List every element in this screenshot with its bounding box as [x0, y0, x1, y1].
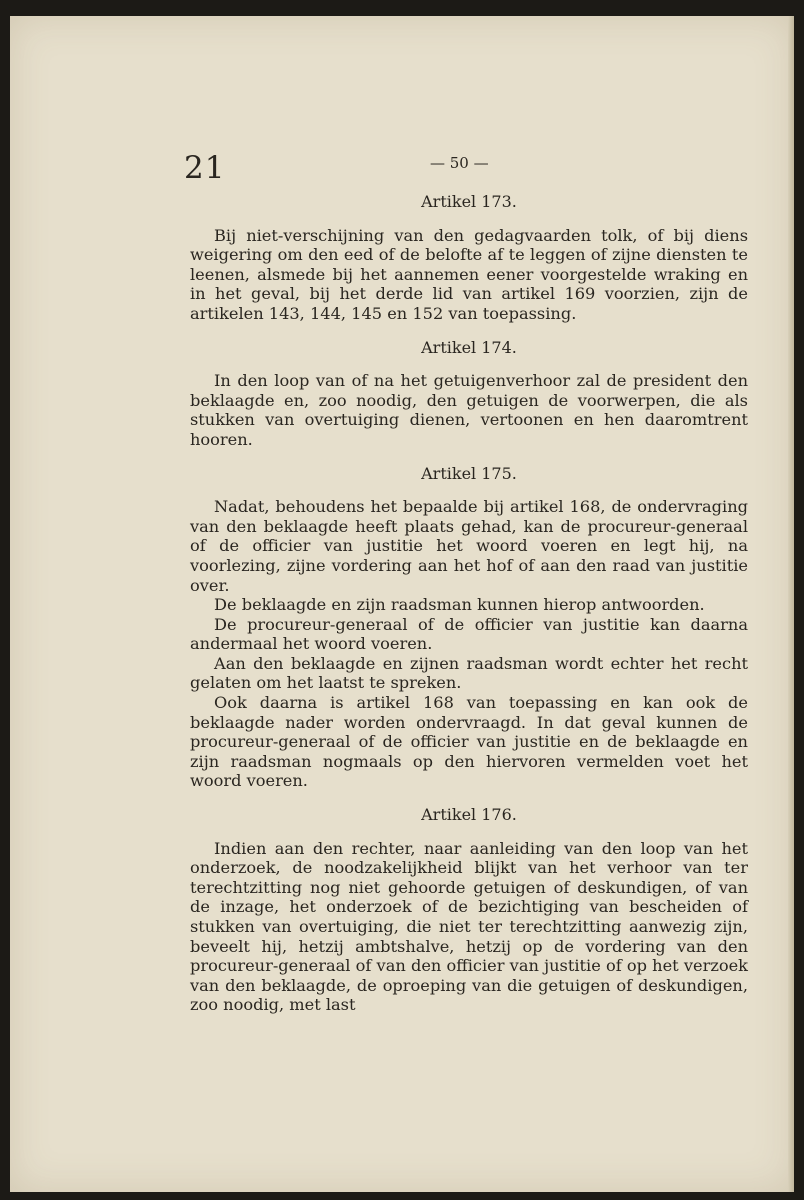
paragraph: De beklaagde en zijn raadsman kunnen hierop antwoorden.	[214, 595, 705, 615]
article-173	[190, 192, 748, 324]
page-edge	[788, 16, 794, 1192]
article-title: Artikel 176.	[421, 805, 517, 825]
document-page	[10, 16, 794, 1192]
paragraph: Indien aan den rechter, naar aanleiding van den loop van het onderzoek, de noodzakelijkheid blijkt van het verhoor van ter terechtzitting nog niet gehoorde getuigen of deskundigen, of van de inzage, het onderzoek of de bezichtiging van bescheiden of stukken van overtuiging, die niet ter terechtzitting aanwezig zijn, beveelt hij, hetzij ambtshalve, hetzij op de vordering van den procureur-generaal of van den officier van justitie of op het verzoek van den beklaagde, de oproeping van die getuigen of deskundigen, zoo noodig, met last	[190, 838, 748, 1015]
running-head: — 50 —	[430, 154, 489, 172]
paragraph: Aan den beklaagde en zijnen raadsman wordt echter het recht gelaten om het laatst te spreken.	[190, 653, 748, 693]
paragraph: In den loop van of na het getuigenverhoor zal de president den beklaagde en, zoo noodig, den getuigen de voorwerpen, die als stukken van overtuiging dienen, vertoonen en hen daaromtrent hooren.	[190, 371, 748, 449]
page-number-mark: 21	[184, 150, 226, 186]
article-176	[190, 805, 748, 1015]
body-text	[190, 192, 748, 1015]
paragraph: De procureur-generaal of de officier van justitie kan daarna andermaal het woord voeren.	[190, 614, 748, 654]
article-175	[190, 464, 748, 792]
paragraph: Ook daarna is artikel 168 van toepassing en kan ook de beklaagde nader worden ondervraagd. In dat geval kunnen de procureur-generaal of de officier van justitie en de beklaagde en zijn raadsman nogmaals op den hiervoren vermelden voet het woord voeren.	[190, 693, 748, 791]
paragraph: Bij niet-verschijning van den gedagvaarden tolk, of bij diens weigering om den eed of de belofte af te leggen of zijne diensten te leenen, alsmede bij het aannemen eener voorgestelde wraking en in het geval, bij het derde lid van artikel 169 voorzien, zijn de artikelen 143, 144, 145 en 152 van toepassing.	[190, 225, 748, 323]
paragraph: Nadat, behoudens het bepaalde bij artikel 168, de ondervraging van den beklaagde heeft plaats gehad, kan de procureur-generaal of de officier van justitie het woord voeren en legt hij, na voorlezing, zijne vordering aan het hof of aan den raad van justitie over.	[190, 497, 748, 595]
article-title: Artikel 174.	[421, 337, 517, 357]
article-title: Artikel 175.	[421, 463, 517, 483]
article-title: Artikel 173.	[421, 192, 517, 211]
article-174	[190, 338, 748, 450]
